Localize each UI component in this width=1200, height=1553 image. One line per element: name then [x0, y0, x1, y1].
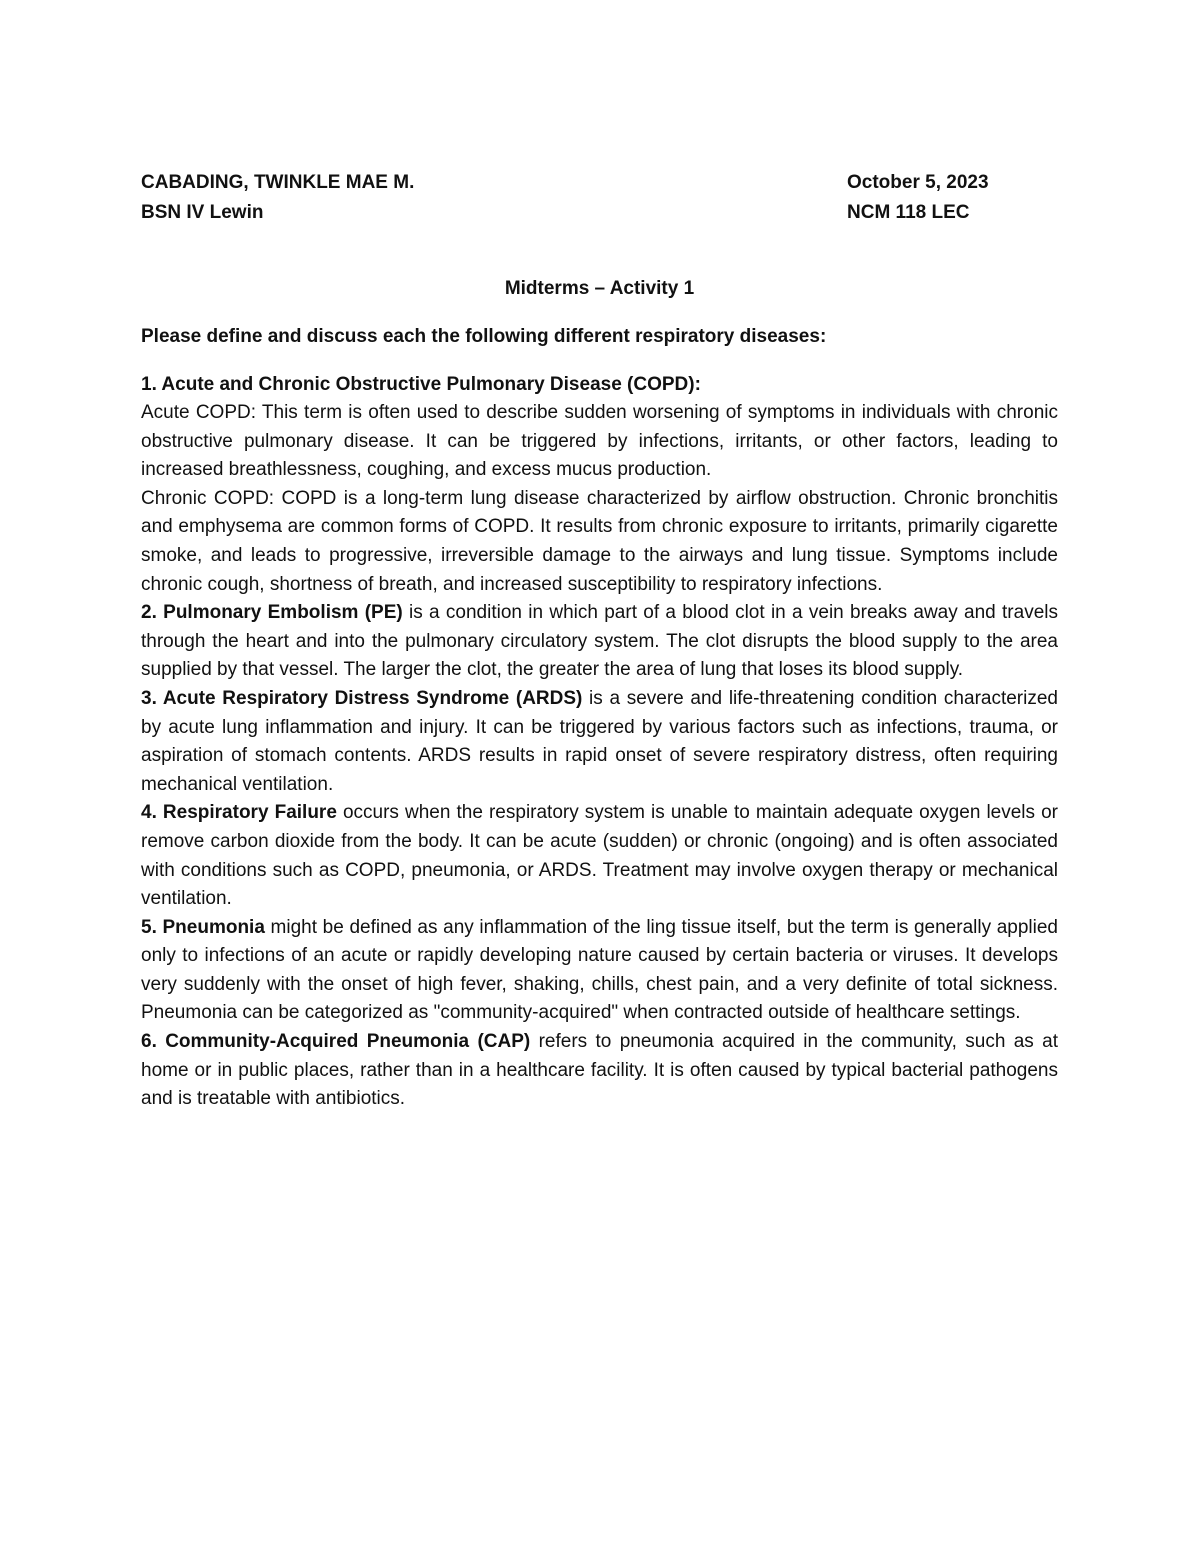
item-1-paragraph-chronic: Chronic COPD: COPD is a long-term lung disease characterized by airflow obstruction. Chronic bronchitis and emphysema are common forms of COPD. It results from chronic exposure to irritants, primarily cigarette smoke, and leads to progressive, irreversible damage to the airways and lung tissue. Symptoms include chronic cough, shortness of breath, and increased susceptibility to respiratory infections.	[141, 487, 1058, 595]
item-3-paragraph	[141, 685, 1058, 799]
student-section: BSN IV Lewin	[141, 202, 264, 223]
item-6-text: refers to pneumonia acquired in the community, such as at home or in public places, rather than in a healthcare facility. It is often caused by typical bacterial pathogens and is treatable with antibiotics.	[141, 1031, 1058, 1110]
item-2-paragraph	[141, 599, 1058, 685]
item-3-text: is a severe and life-threatening condition characterized by acute lung inflammation and injury. It can be triggered by various factors such as infections, trauma, or aspiration of stomach contents. ARDS results in rapid onset of severe respiratory distress, often requiring mechanical ventilation.	[141, 687, 1058, 795]
item-5-term: 5. Pneumonia	[141, 916, 265, 938]
item-6-paragraph	[141, 1028, 1058, 1114]
item-5-paragraph	[141, 914, 1058, 1028]
item-5-text: might be defined as any inflammation of the ling tissue itself, but the term is generally applied only to infections of an acute or rapidly developing nature caused by certain bacteria or viruses. It develops very suddenly with the onset of high fever, shaking, chills, chest pain, and a very definite of total sickness. Pneumonia can be categorized as "community-acquired" when contracted outside of healthcare settings.	[141, 916, 1058, 1024]
item-6-term: 6. Community-Acquired Pneumonia (CAP)	[141, 1031, 531, 1053]
item-4-term: 4. Respiratory Failure	[141, 802, 337, 824]
header-row-2	[141, 198, 1058, 228]
document-page	[141, 168, 1058, 1114]
item-1-heading: 1. Acute and Chronic Obstructive Pulmonary Disease (COPD):	[141, 374, 701, 395]
submission-date: October 5, 2023	[847, 172, 989, 193]
item-2-term: 2. Pulmonary Embolism (PE)	[141, 602, 403, 624]
item-3-term: 3. Acute Respiratory Distress Syndrome (ARDS)	[141, 687, 583, 709]
document-title: Midterms – Activity 1	[504, 278, 695, 299]
item-1-paragraph-acute: Acute COPD: This term is often used to describe sudden worsening of symptoms in individuals with chronic obstructive pulmonary disease. It can be triggered by infections, irritants, or other factors, leading to increased breathlessness, coughing, and excess mucus production.	[141, 402, 1058, 481]
item-4-paragraph	[141, 799, 1058, 913]
header-row-1	[141, 168, 1058, 198]
item-4-text: occurs when the respiratory system is unable to maintain adequate oxygen levels or remove carbon dioxide from the body. It can be acute (sudden) or chronic (ongoing) and is often associated with conditions such as COPD, pneumonia, or ARDS. Treatment may involve oxygen therapy or mechanical ventilation.	[141, 802, 1059, 910]
item-2-text: is a condition in which part of a blood clot in a vein breaks away and travels through the heart and into the pulmonary circulatory system. The clot disrupts the blood supply to the area supplied by that vessel. The larger the clot, the greater the area of lung that loses its blood supply.	[141, 602, 1058, 681]
student-name: CABADING, TWINKLE MAE M.	[141, 172, 415, 193]
instruction: Please define and discuss each the following different respiratory diseases:	[141, 326, 827, 347]
course-code: NCM 118 LEC	[847, 202, 970, 223]
